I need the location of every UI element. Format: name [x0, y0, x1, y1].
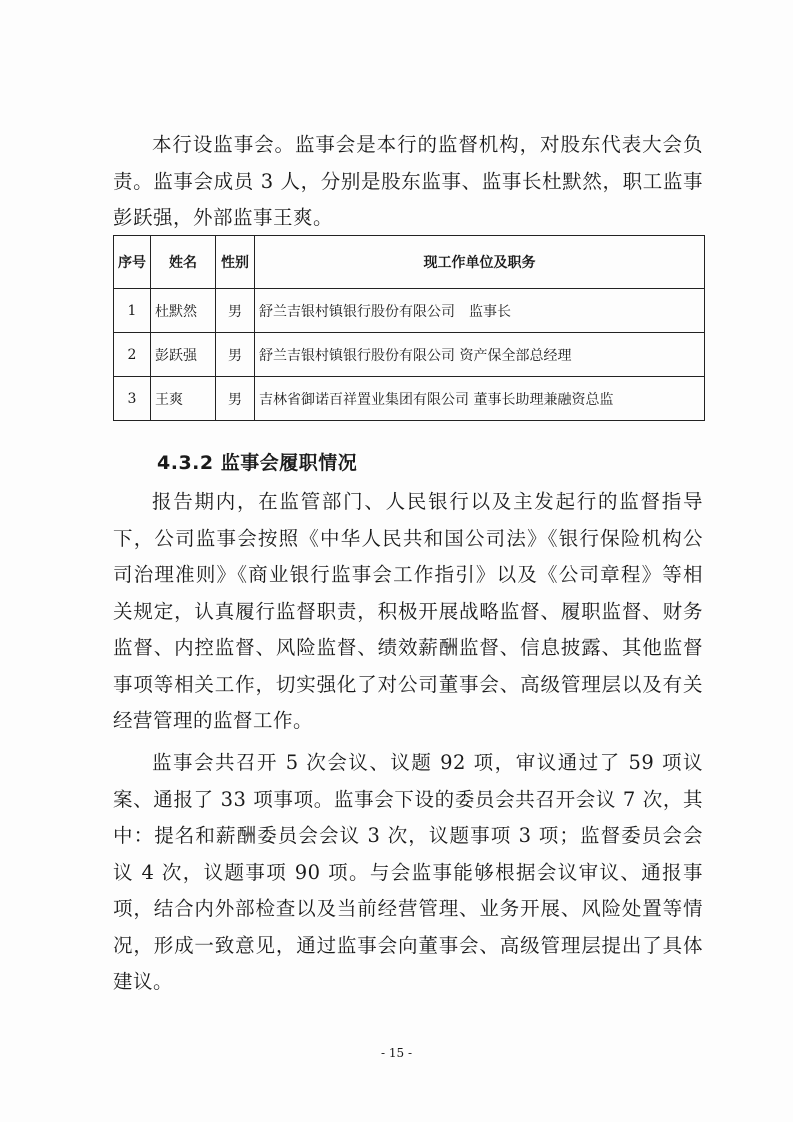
header-sex: 性别 [216, 236, 255, 289]
row-sex: 男 [216, 377, 255, 421]
header-no: 序号 [114, 236, 151, 289]
intro-paragraph: 本行设监事会。监事会是本行的监督机构，对股东代表大会负责。监事会成员 3 人，分别是股东监事、监事长杜默然，职工监事彭跃强，外部监事王爽。 [113, 133, 703, 229]
meetings-paragraph: 监事会共召开 5 次会议、议题 92 项，审议通过了 59 项议案、通报了 33 项事项。监事会下设的委员会共召开会议 7 次，其中：提名和薪酬委员会会议 3 次，议题事项 3 项；监督委员会会议 4 次，议题事项 90 项。与会监事能够根据会议审议、通报事项，结合内外部检查以及当前经营管理、业务开展、风险处置等情况，形成一致意见，通过监事会向董事会、高级管理层提出了具体建议。 [113, 751, 703, 993]
row-sex: 男 [216, 333, 255, 377]
row-job: 舒兰吉银村镇银行股份有限公司 监事长 [255, 289, 705, 333]
table-row [114, 377, 705, 421]
row-no: 2 [114, 333, 151, 377]
supervisory-board-table [113, 235, 705, 421]
header-name: 姓名 [151, 236, 216, 289]
row-sex: 男 [216, 289, 255, 333]
row-no: 1 [114, 289, 151, 333]
table-row [114, 333, 705, 377]
header-job: 现工作单位及职务 [255, 236, 705, 289]
table-row [114, 289, 705, 333]
row-job: 吉林省御诺百祥置业集团有限公司 董事长助理兼融资总监 [255, 377, 705, 421]
row-name: 杜默然 [151, 289, 216, 333]
row-job: 舒兰吉银村镇银行股份有限公司 资产保全部总经理 [255, 333, 705, 377]
row-name: 王爽 [151, 377, 216, 421]
row-name: 彭跃强 [151, 333, 216, 377]
table-header-row [114, 236, 705, 289]
performance-paragraph: 报告期内，在监管部门、人民银行以及主发起行的监督指导下，公司监事会按照《中华人民共和国公司法》《银行保险机构公司治理准则》《商业银行监事会工作指引》以及《公司章程》等相关规定，认真履行监督职责，积极开展战略监督、履职监督、财务监督、内控监督、风险监督、绩效薪酬监督、信息披露、其他监督事项等相关工作，切实强化了对公司董事会、高级管理层以及有关经营管理的监督工作。 [113, 490, 703, 732]
section-heading: 4.3.2 监事会履职情况 [157, 452, 358, 474]
page-number: - 15 - [380, 1046, 412, 1060]
row-no: 3 [114, 377, 151, 421]
